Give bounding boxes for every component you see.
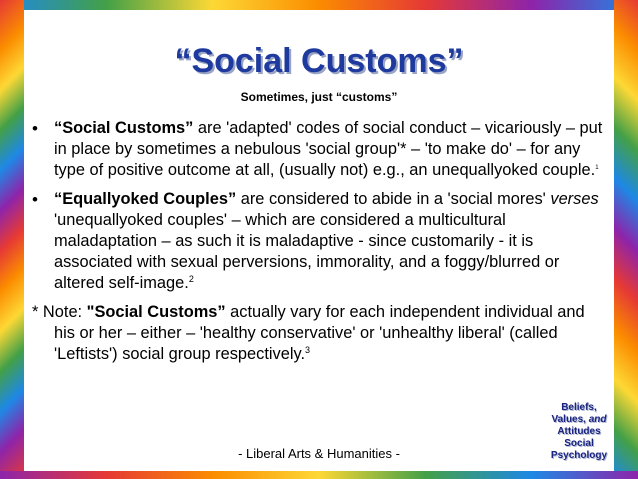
topic-tag-line: Psychology — [550, 450, 608, 461]
slide-body — [32, 118, 606, 365]
bullet-text: are 'adapted' codes of social conduct – vicariously – put in place by sometimes a nebulous 'social group'* – 'to make do' – for any type of positive outcome at all, (usually not) e.g., an unequallyoked couple. — [54, 119, 603, 179]
topic-tag-line — [546, 414, 612, 426]
topic-tag-text: Values, — [551, 414, 589, 425]
bullet-italic-word: verses — [550, 190, 599, 208]
footnote-ref: 1 — [595, 165, 599, 171]
footnote-ref: 2 — [188, 274, 194, 284]
note-term: "Social Customs” — [86, 303, 226, 321]
bullet-equallyoked-couples — [32, 189, 606, 294]
decorative-right-border — [614, 0, 638, 479]
bullet-text: are considered to abide in a 'social mores' — [236, 190, 551, 208]
bullet-dot-icon: • — [32, 119, 38, 138]
decorative-top-border — [0, 0, 638, 10]
bullet-social-customs — [32, 118, 606, 181]
topic-tag-line: Beliefs, — [561, 402, 597, 413]
topic-tag-line: Attitudes — [557, 426, 601, 437]
slide-title: “Social Customs” — [174, 42, 464, 80]
slide-subtitle: Sometimes, just “customs” — [240, 90, 398, 104]
note-text: actually vary for each independent individual and his or her – either – 'healthy conservative' or 'unhealthy liberal' (called 'Leftists') social group respectively. — [54, 303, 585, 363]
decorative-bottom-border — [0, 471, 638, 479]
footnote-ref: 3 — [305, 345, 311, 355]
note-prefix: * Note: — [32, 303, 87, 321]
bullet-term: “Social Customs” — [54, 119, 194, 137]
slide — [24, 10, 614, 471]
topic-tag-line: Social — [564, 438, 594, 449]
decorative-left-border — [0, 0, 24, 479]
bullet-term: “Equallyoked Couples” — [54, 190, 237, 208]
bullet-dot-icon: • — [32, 190, 38, 209]
topic-tag-italic: and — [588, 414, 607, 425]
bullet-text-continued: 'unequallyoked couples' – which are considered a multicultural maladaptation – as such it is maladaptive - since customarily - it is associated with sexual perversions, immorality, and a foggy/blurred or altered self-image. — [54, 211, 560, 292]
slide-footer: - Liberal Arts & Humanities - — [238, 446, 400, 461]
note-paragraph — [32, 302, 606, 365]
